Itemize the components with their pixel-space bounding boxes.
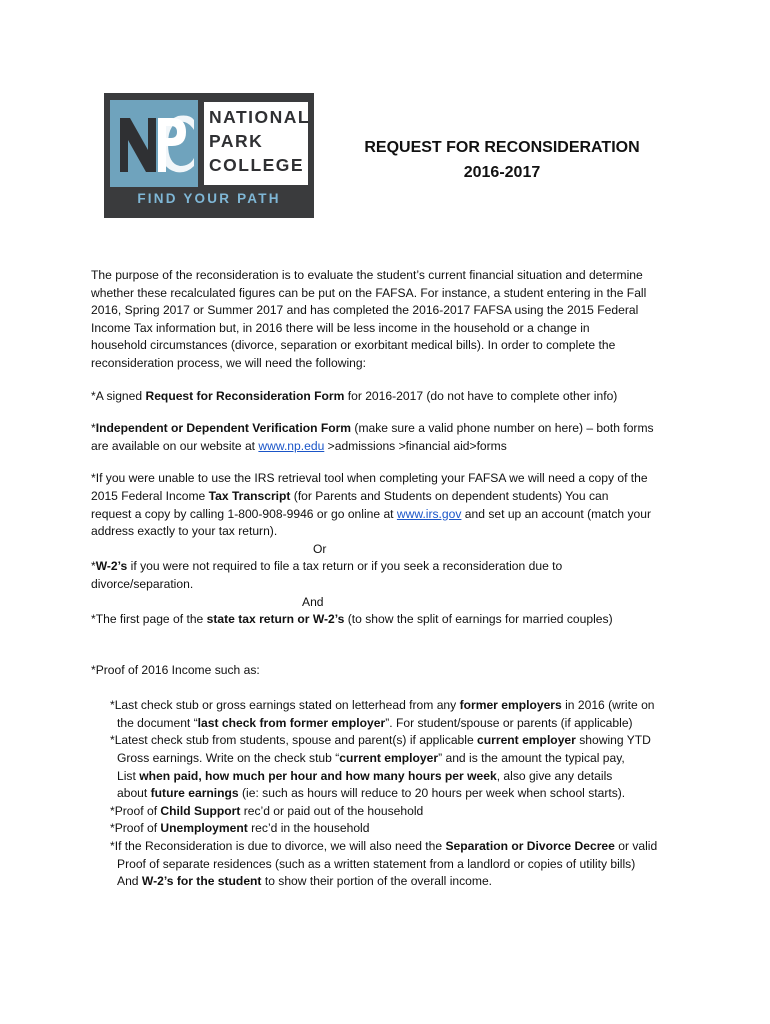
intro-line: 2016, Spring 2017 or Summer 2017 and has completed the 2016-2017 FAFSA using the 2015 Federal: [91, 303, 639, 318]
college-logo: [104, 93, 314, 218]
document-year: 2016-2017: [463, 164, 541, 181]
intro-paragraph: [91, 267, 691, 373]
item-state-tax-return: *The first page of the state tax return or W-2’s (to show the split of earnings for married couples): [91, 612, 613, 627]
list-item: *Last check stub or gross earnings stated on letterhead from any former employers in 2016 (write on the document “last check from former employer”. For student/spouse or parents (if applicable): [110, 698, 655, 730]
intro-line: reconsideration process, we will need the following:: [91, 355, 366, 370]
income-proof-list: [91, 697, 691, 891]
intro-line: The purpose of the reconsideration is to evaluate the student’s current financial situation and determine: [91, 268, 643, 282]
list-item: *Proof of Child Support rec’d or paid out of the household: [110, 803, 424, 818]
item-w2: *W-2’s if you were not required to file a tax return or if you seek a reconsideration due to divorce/separation.: [91, 559, 563, 591]
intro-line: Income Tax information but, in 2016 there will be less income in the household or a change in: [91, 320, 590, 335]
list-item: *If the Reconsideration is due to divorce, we will also need the Separation or Divorce Decree or valid Proof of separate residences (such as a written statement from a landlord or copies of utility bills) And W-2’s for the student to show their portion of the overall income.: [110, 839, 658, 889]
or-separator: Or: [313, 541, 327, 556]
item-tax-transcript: *If you were unable to use the IRS retrieval tool when completing your FAFSA we will need a copy of the 2015 Federal Income Tax Transcript (for Parents and Students on dependent students) You can request a copy by calling 1-800-908-9946 or go online at www.irs.gov and set up an account (match your address exactly to your tax return).: [91, 471, 652, 539]
and-separator: And: [302, 594, 324, 609]
npc-monogram: [110, 100, 198, 187]
list-item: *Latest check stub from students, spouse and parent(s) if applicable current employer showing YTD Gross earnings. Write on the check stub “current employer” and is the amount the typical pay, List when paid, how much per hour and how many hours per week, also give any details about future earnings (ie: such as hours will reduce to 20 hours per week when school starts).: [110, 733, 651, 801]
irs-website-link[interactable]: www.irs.gov: [396, 506, 462, 521]
logo-tagline: FIND YOUR PATH: [137, 191, 281, 206]
college-name-line: COLLEGE: [209, 155, 305, 175]
item-proof-of-income: *Proof of 2016 Income such as:: [91, 662, 260, 677]
college-name: [204, 102, 311, 185]
list-item: *Proof of Unemployment rec’d in the household: [110, 821, 370, 836]
college-name-line: PARK: [209, 131, 264, 151]
intro-line: household circumstances (divorce, separation or exorbitant medical bills). In order to complete the: [91, 338, 616, 353]
np-website-link[interactable]: www.np.edu: [258, 438, 325, 453]
item-request-form: *A signed Request for Reconsideration Form for 2016-2017 (do not have to complete other info): [91, 388, 618, 403]
document-body: [91, 267, 691, 891]
document-title: REQUEST FOR RECONSIDERATION: [364, 139, 640, 156]
npc-monogram-icon: [110, 100, 198, 187]
item-verification-form: *Independent or Dependent Verification Form (make sure a valid phone number on here) – both forms are available on our website at www.np.edu >admissions >financial aid>forms: [91, 421, 654, 453]
intro-line: whether these recalculated figures can be put on the FAFSA. For instance, a student entering in the Fall: [91, 285, 647, 300]
college-name-line: NATIONAL: [209, 107, 311, 127]
